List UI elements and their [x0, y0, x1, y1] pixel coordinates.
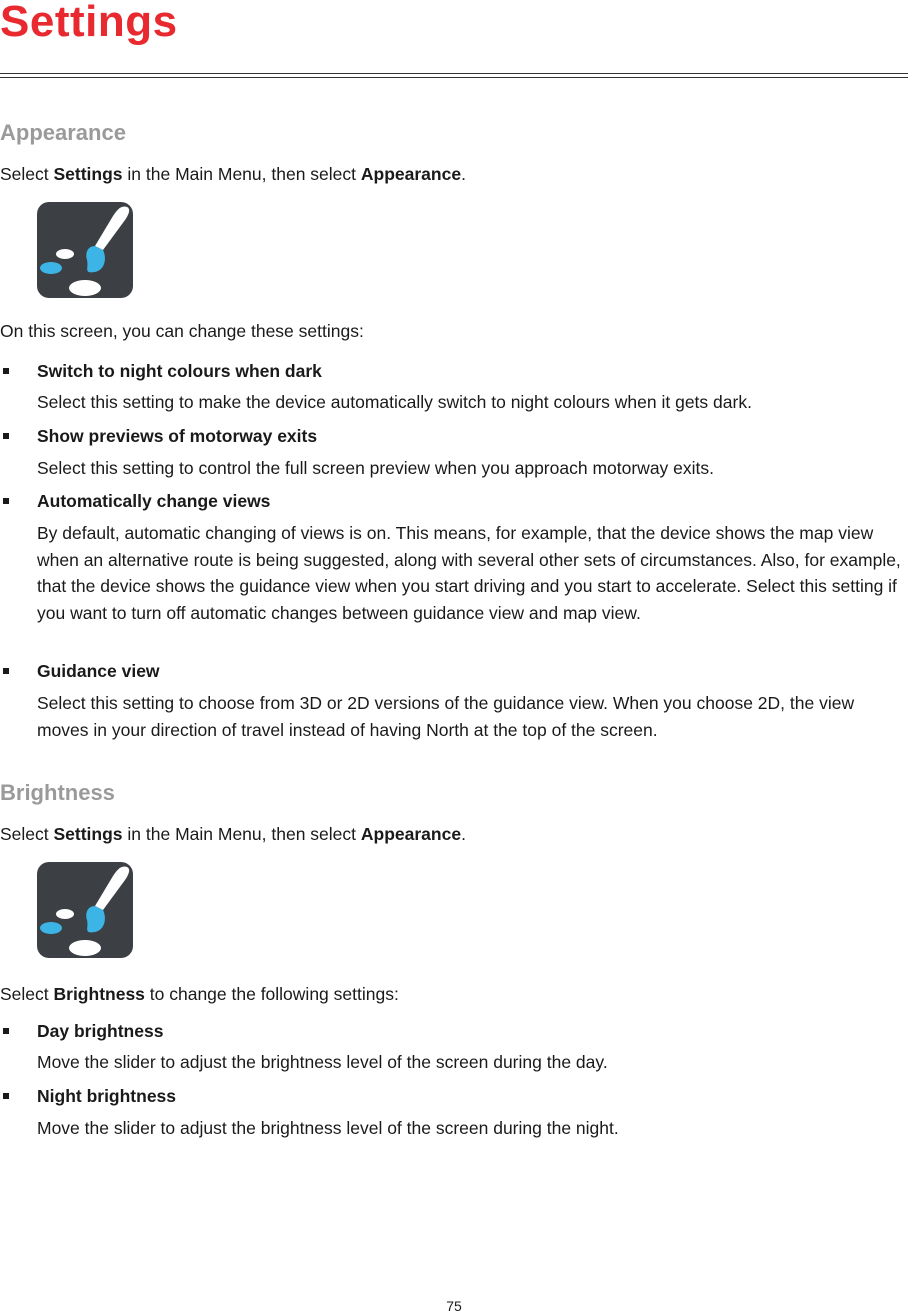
intro-bold-settings: Settings: [53, 824, 123, 844]
intro-text: .: [461, 824, 466, 844]
item-desc: Move the slider to adjust the brightness level of the screen during the day.: [37, 1052, 608, 1072]
intro-text: Select: [0, 164, 54, 184]
item-desc: Move the slider to adjust the brightness level of the screen during the night.: [37, 1118, 619, 1138]
brightness-heading: Brightness: [0, 780, 115, 805]
brightness-lead: [0, 983, 399, 1005]
intro-text: in the Main Menu, then select: [122, 824, 361, 844]
intro-bold-settings: Settings: [53, 164, 123, 184]
list-item-bullet: [3, 368, 9, 374]
appearance-paintbrush-icon: [37, 862, 133, 958]
item-desc: Select this setting to make the device automatically switch to night colours when it gets dark.: [37, 392, 752, 412]
list-item-bullet: [3, 1028, 9, 1034]
lead-bold-brightness: Brightness: [53, 984, 145, 1004]
item-title: Show previews of motorway exits: [37, 426, 318, 446]
list-item-bullet: [3, 1093, 9, 1099]
item-title: Night brightness: [37, 1086, 177, 1106]
item-title: Automatically change views: [37, 491, 271, 511]
list-item-bullet: [3, 433, 9, 439]
list-item-bullet: [3, 498, 9, 504]
intro-text: .: [461, 164, 466, 184]
page-number: 75: [446, 1298, 462, 1314]
item-title: Day brightness: [37, 1021, 164, 1041]
item-title: Switch to night colours when dark: [37, 361, 322, 381]
brightness-intro: [0, 823, 466, 845]
title-rule-top: [0, 73, 908, 74]
intro-bold-appearance: Appearance: [360, 164, 462, 184]
item-desc: Select this setting to control the full screen preview when you approach motorway exits.: [37, 458, 715, 478]
intro-text: Select: [0, 824, 54, 844]
list-item-bullet: [3, 668, 9, 674]
appearance-paintbrush-icon: [37, 202, 133, 298]
lead-text: to change the following settings:: [144, 984, 399, 1004]
appearance-heading: Appearance: [0, 120, 126, 145]
item-desc: Select this setting to choose from 3D or 2D versions of the guidance view. When you choose 2D, the view moves in your direction of travel instead of having North at the top of the screen.: [37, 693, 855, 740]
page-title: Settings: [0, 0, 178, 46]
appearance-lead: On this screen, you can change these settings:: [0, 321, 364, 341]
lead-text: Select: [0, 984, 54, 1004]
item-title: Guidance view: [37, 661, 160, 681]
item-desc: By default, automatic changing of views is on. This means, for example, that the device shows the map view when an alternative route is being suggested, along with several other sets of circumstances. Also, for example, that the device shows the guidance view when you start driving and you start to accelerate. Select this setting if you want to turn off automatic changes between guidance view and map view.: [37, 523, 901, 623]
intro-text: in the Main Menu, then select: [122, 164, 361, 184]
appearance-intro: [0, 163, 466, 185]
intro-bold-appearance: Appearance: [360, 824, 462, 844]
title-rule-bottom: [0, 77, 908, 78]
